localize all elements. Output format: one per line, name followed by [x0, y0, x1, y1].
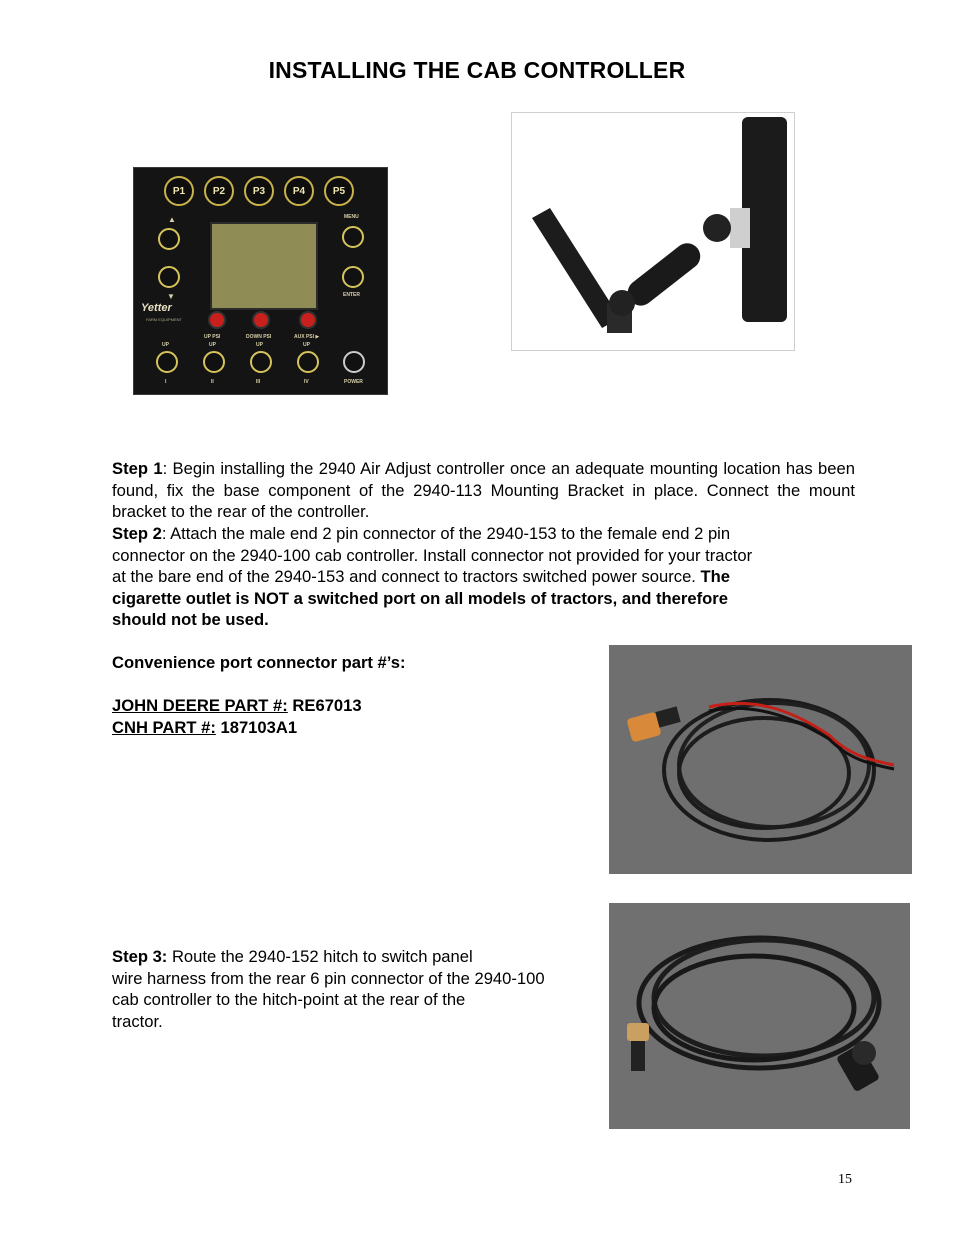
aux-psi-label: AUX PSI ▶ [294, 334, 320, 340]
page-title: INSTALLING THE CAB CONTROLLER [268, 57, 686, 83]
section-4-label: IV [304, 379, 309, 385]
cnh-part [112, 717, 362, 739]
mounting-bracket-illustration [512, 113, 794, 350]
step-2-text-3: at the bare end of the 2940-153 and connect to tractors switched power source. [112, 567, 701, 586]
step-3-line-2: wire harness from the rear 6 pin connector of the 2940-100 [112, 968, 545, 988]
part-numbers [112, 695, 362, 738]
section-2-label: II [211, 379, 214, 385]
step-2-text-1: : Attach the male end 2 pin connector of the 2940-153 to the female end 2 pin [161, 524, 731, 543]
step-1-text: : Begin installing the 2940 Air Adjust controller once an adequate mounting location has been found, fix the base component of the 2940-113 Mounting Bracket in place. Connect the mount bracket to the rear of the controller. [112, 459, 855, 521]
arrow-up-ring [158, 228, 180, 250]
step-3-line-3: cab controller to the hitch-point at the rear of the [112, 990, 466, 1009]
p5-button: P5 [324, 176, 354, 206]
step-1-paragraph [112, 458, 855, 523]
up-label-2: UP [209, 342, 216, 348]
wire-harness-photo [609, 903, 910, 1129]
step-3-text-1: Route the 2940-152 hitch to switch panel [167, 947, 473, 966]
up-psi-knob [208, 311, 226, 329]
step-2-line-1 [112, 523, 855, 545]
up-psi-label: UP PSI [204, 334, 221, 340]
p1-button: P1 [164, 176, 194, 206]
section-1-label: I [165, 379, 167, 385]
section-3-ring [250, 351, 272, 373]
cnh-label: CNH PART #: [112, 717, 216, 737]
down-psi-label: DOWN PSI [246, 334, 272, 340]
up-label-3: UP [256, 342, 263, 348]
lcd-screen [210, 222, 318, 310]
power-cable-photo [609, 645, 912, 874]
menu-label: MENU [344, 214, 359, 220]
convenience-heading: Convenience port connector part #’s: [112, 653, 406, 672]
step-2-line-3 [112, 566, 855, 588]
section-3-label: III [256, 379, 261, 385]
mounting-bracket-photo [511, 112, 795, 351]
section-4-ring [297, 351, 319, 373]
power-icon [343, 351, 365, 373]
arrow-down-ring [158, 266, 180, 288]
yetter-logo: Yetter [141, 302, 172, 314]
john-deere-label: JOHN DEERE PART #: [112, 696, 288, 715]
cab-controller-photo [133, 167, 388, 395]
p3-button: P3 [244, 176, 274, 206]
step-2-warning-start: The [700, 567, 731, 586]
step-3-line-4: tractor. [112, 1011, 163, 1031]
wire-harness-illustration [609, 903, 910, 1129]
step-2-label: Step 2 [112, 524, 162, 543]
step-3-line-1 [112, 946, 607, 968]
step-2-warning-line-3: should not be used. [112, 610, 269, 629]
step-2-paragraph [112, 523, 855, 631]
john-deere-part [112, 695, 362, 717]
step-2-warning-line-2: cigarette outlet is NOT a switched port on all models of tractors, and therefore [112, 588, 728, 608]
menu-ring [342, 226, 364, 248]
power-label: POWER [344, 379, 363, 385]
up-label-1: UP [162, 342, 169, 348]
enter-label: ENTER [343, 292, 360, 298]
power-cable-illustration [609, 645, 912, 874]
up-label-4: UP [303, 342, 310, 348]
cnh-value: 187103A1 [215, 717, 298, 737]
down-arrow-icon: ▼ [167, 292, 175, 301]
step-3-label: Step 3: [112, 947, 168, 966]
up-arrow-icon: ▲ [168, 215, 176, 224]
down-psi-knob [252, 311, 270, 329]
aux-psi-knob [299, 311, 317, 329]
p2-button: P2 [204, 176, 234, 206]
enter-ring [342, 266, 364, 288]
page-number: 15 [838, 1172, 852, 1187]
yetter-logo-sub: FARM EQUIPMENT [146, 317, 183, 322]
john-deere-value: RE67013 [287, 696, 362, 715]
step-3-paragraph [112, 946, 607, 1032]
step-2-line-2: connector on the 2940-100 cab controller. Install connector not provided for your tractor [112, 545, 753, 565]
section-1-ring [156, 351, 178, 373]
step-1-label: Step 1 [112, 459, 163, 478]
section-2-ring [203, 351, 225, 373]
p4-button: P4 [284, 176, 314, 206]
